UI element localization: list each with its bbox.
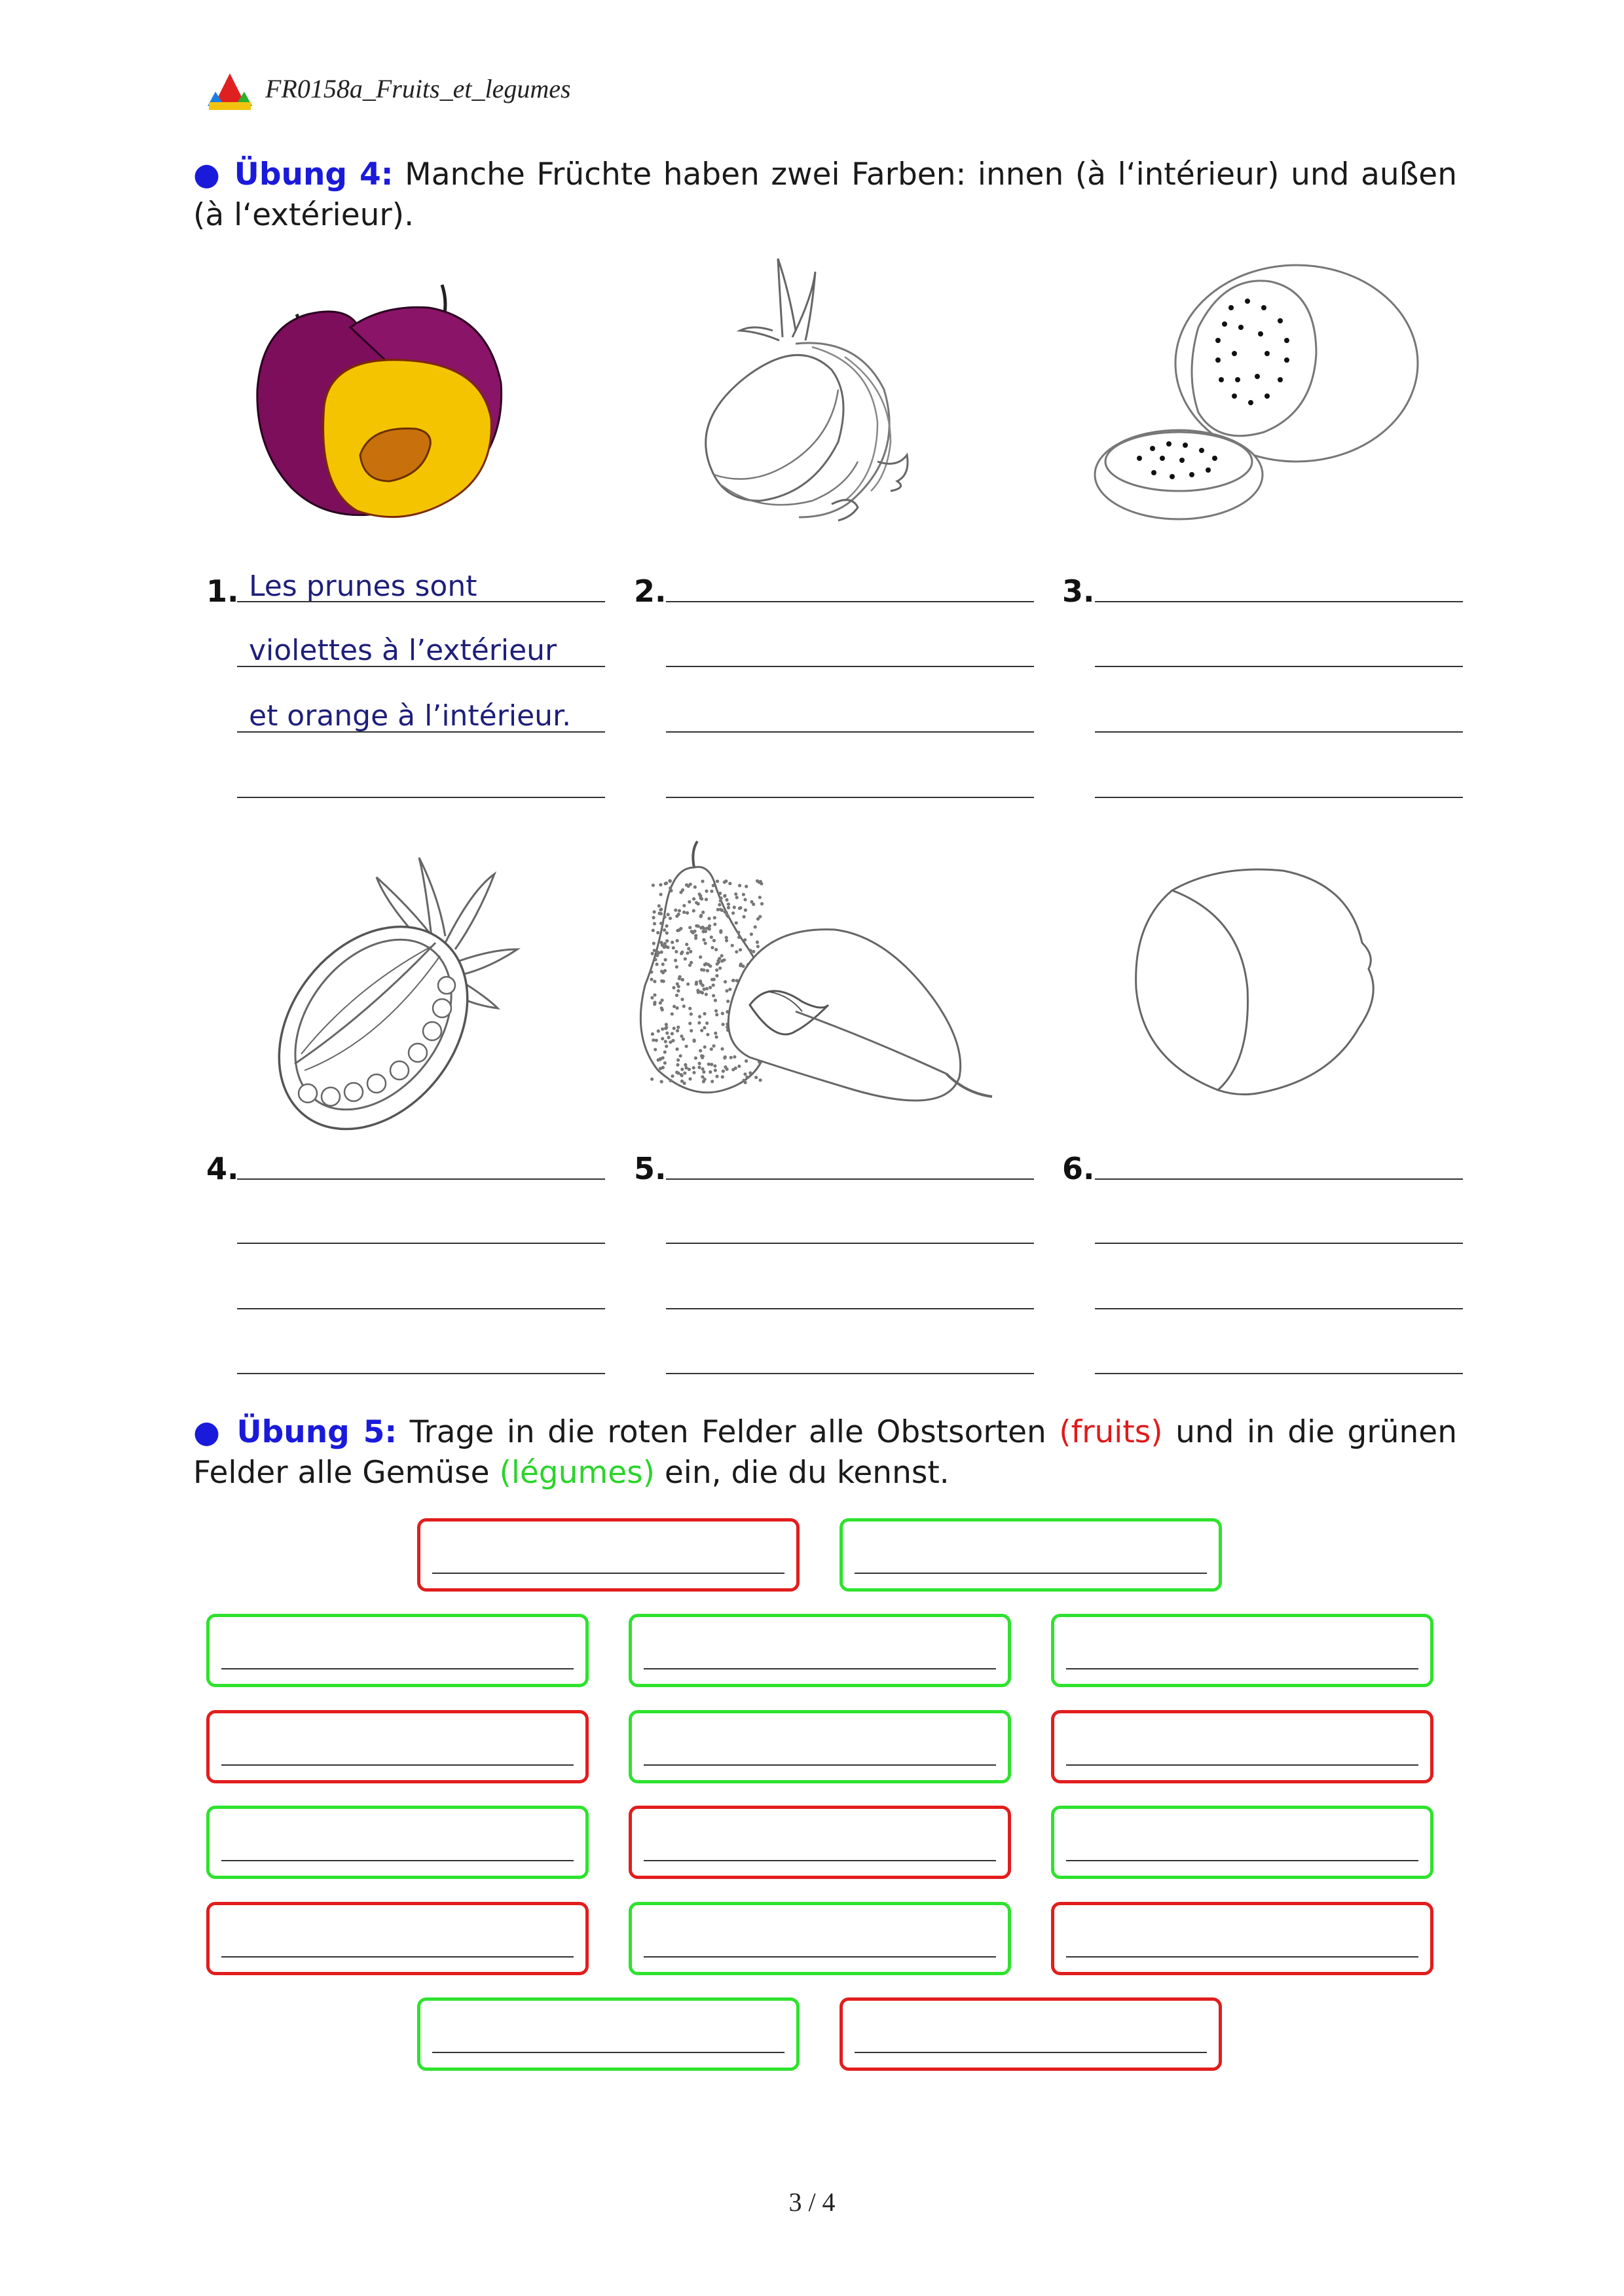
box-writing-line <box>644 1956 996 1958</box>
box-writing-line <box>644 1860 996 1861</box>
exercise-4-label: ● Übung 4: <box>193 156 394 192</box>
exercise-5-text-a: Trage in die roten Felder alle Obstsorten <box>397 1414 1060 1450</box>
answer-line-r1-3-3[interactable] <box>1095 731 1463 733</box>
fruit-box[interactable] <box>206 1710 589 1783</box>
answer-line-r2-2-2[interactable] <box>666 1243 1034 1244</box>
answer-1-line-1: Les prunes sont <box>249 570 477 603</box>
document-title: FR0158a_Fruits_et_legumes <box>265 74 571 103</box>
item-number-1: 1. <box>206 574 239 609</box>
vegetable-box[interactable] <box>629 1710 1011 1783</box>
pear-illustration <box>638 841 1012 1116</box>
fruit-box[interactable] <box>1051 1710 1433 1783</box>
answer-line-r1-2-2[interactable] <box>666 666 1034 667</box>
answer-line-r2-1-1[interactable] <box>237 1178 605 1180</box>
answer-line-r1-3-2[interactable] <box>1095 666 1463 667</box>
answer-line-r2-1-3[interactable] <box>237 1308 605 1309</box>
vegetable-box[interactable] <box>1051 1806 1433 1879</box>
vegetable-box[interactable] <box>840 1518 1222 1592</box>
vegetable-box[interactable] <box>417 1997 800 2071</box>
logo-icon <box>206 72 253 111</box>
fruit-box[interactable] <box>206 1902 589 1975</box>
vegetable-box[interactable] <box>206 1806 589 1879</box>
answer-line-r1-2-4[interactable] <box>666 797 1034 798</box>
vegetable-box[interactable] <box>206 1614 589 1687</box>
box-writing-line <box>1066 1956 1418 1958</box>
onion-illustration <box>681 259 969 534</box>
legumes-term: (légumes) <box>499 1455 655 1491</box>
box-writing-line <box>432 1573 784 1574</box>
pineapple-illustration <box>268 845 524 1113</box>
answer-line-r2-3-3[interactable] <box>1095 1308 1463 1309</box>
exercise-5-text-c: ein, die du kennst. <box>654 1455 950 1491</box>
answer-line-r1-1-2[interactable] <box>237 666 605 667</box>
page-number: 3 / 4 <box>788 2187 836 2217</box>
fruit-box[interactable] <box>629 1806 1011 1879</box>
box-writing-line <box>221 1668 574 1669</box>
answer-1-line-3: et orange à l’intérieur. <box>249 699 572 733</box>
box-writing-line <box>855 2052 1207 2053</box>
answer-line-r1-1-3[interactable] <box>237 731 605 733</box>
box-writing-line <box>221 1764 574 1766</box>
vegetable-box[interactable] <box>1051 1614 1433 1687</box>
answer-line-r2-3-2[interactable] <box>1095 1243 1463 1244</box>
box-writing-line <box>221 1860 574 1861</box>
item-number-3: 3. <box>1062 574 1095 609</box>
item-number-2: 2. <box>634 574 667 609</box>
box-writing-line <box>855 1573 1207 1574</box>
answer-line-r2-1-2[interactable] <box>237 1243 605 1244</box>
answer-line-r1-1-4[interactable] <box>237 797 605 798</box>
box-writing-line <box>644 1764 996 1766</box>
box-writing-line <box>1066 1860 1418 1861</box>
box-writing-line <box>1066 1764 1418 1766</box>
answer-line-r2-3-1[interactable] <box>1095 1178 1463 1180</box>
answer-line-r1-2-3[interactable] <box>666 731 1034 733</box>
plum-illustration <box>252 278 514 534</box>
item-number-6: 6. <box>1062 1151 1095 1186</box>
answer-line-r2-2-3[interactable] <box>666 1308 1034 1309</box>
answer-line-r1-1-1[interactable] <box>237 601 605 602</box>
exercise-5-label: ● Übung 5: <box>193 1414 397 1450</box>
answer-line-r1-2-1[interactable] <box>666 601 1034 602</box>
fruit-half-illustration <box>1133 864 1382 1106</box>
item-number-5: 5. <box>634 1151 667 1186</box>
box-writing-line <box>1066 1668 1418 1669</box>
exercise-5-text-b: und in die grünen Felder alle Gemüse <box>193 1414 1457 1491</box>
answer-line-r2-2-4[interactable] <box>666 1373 1034 1374</box>
item-number-4: 4. <box>206 1151 239 1186</box>
vegetable-box[interactable] <box>629 1902 1011 1975</box>
box-writing-line <box>432 2052 784 2053</box>
answer-1-line-2: violettes à l’extérieur <box>249 634 557 667</box>
answer-line-r1-3-1[interactable] <box>1095 601 1463 602</box>
answer-line-r2-3-4[interactable] <box>1095 1373 1463 1374</box>
fruit-box[interactable] <box>840 1997 1222 2071</box>
exercise-4-instruction <box>193 155 1457 236</box>
fruits-term: (fruits) <box>1059 1414 1163 1450</box>
answer-line-r2-1-4[interactable] <box>237 1373 605 1374</box>
fruit-box[interactable] <box>1051 1902 1433 1975</box>
fruit-box[interactable] <box>417 1518 800 1592</box>
answer-line-r1-3-4[interactable] <box>1095 797 1463 798</box>
exercise-4-text: Manche Früchte haben zwei Farben: innen (à l‘intérieur) und außen (à l‘extérieur). <box>193 156 1457 233</box>
box-writing-line <box>221 1956 574 1958</box>
exercise-5-instruction <box>193 1412 1457 1493</box>
vegetable-box[interactable] <box>629 1614 1011 1687</box>
answer-line-r2-2-1[interactable] <box>666 1178 1034 1180</box>
kiwi-illustration <box>1094 262 1421 530</box>
box-writing-line <box>644 1668 996 1669</box>
